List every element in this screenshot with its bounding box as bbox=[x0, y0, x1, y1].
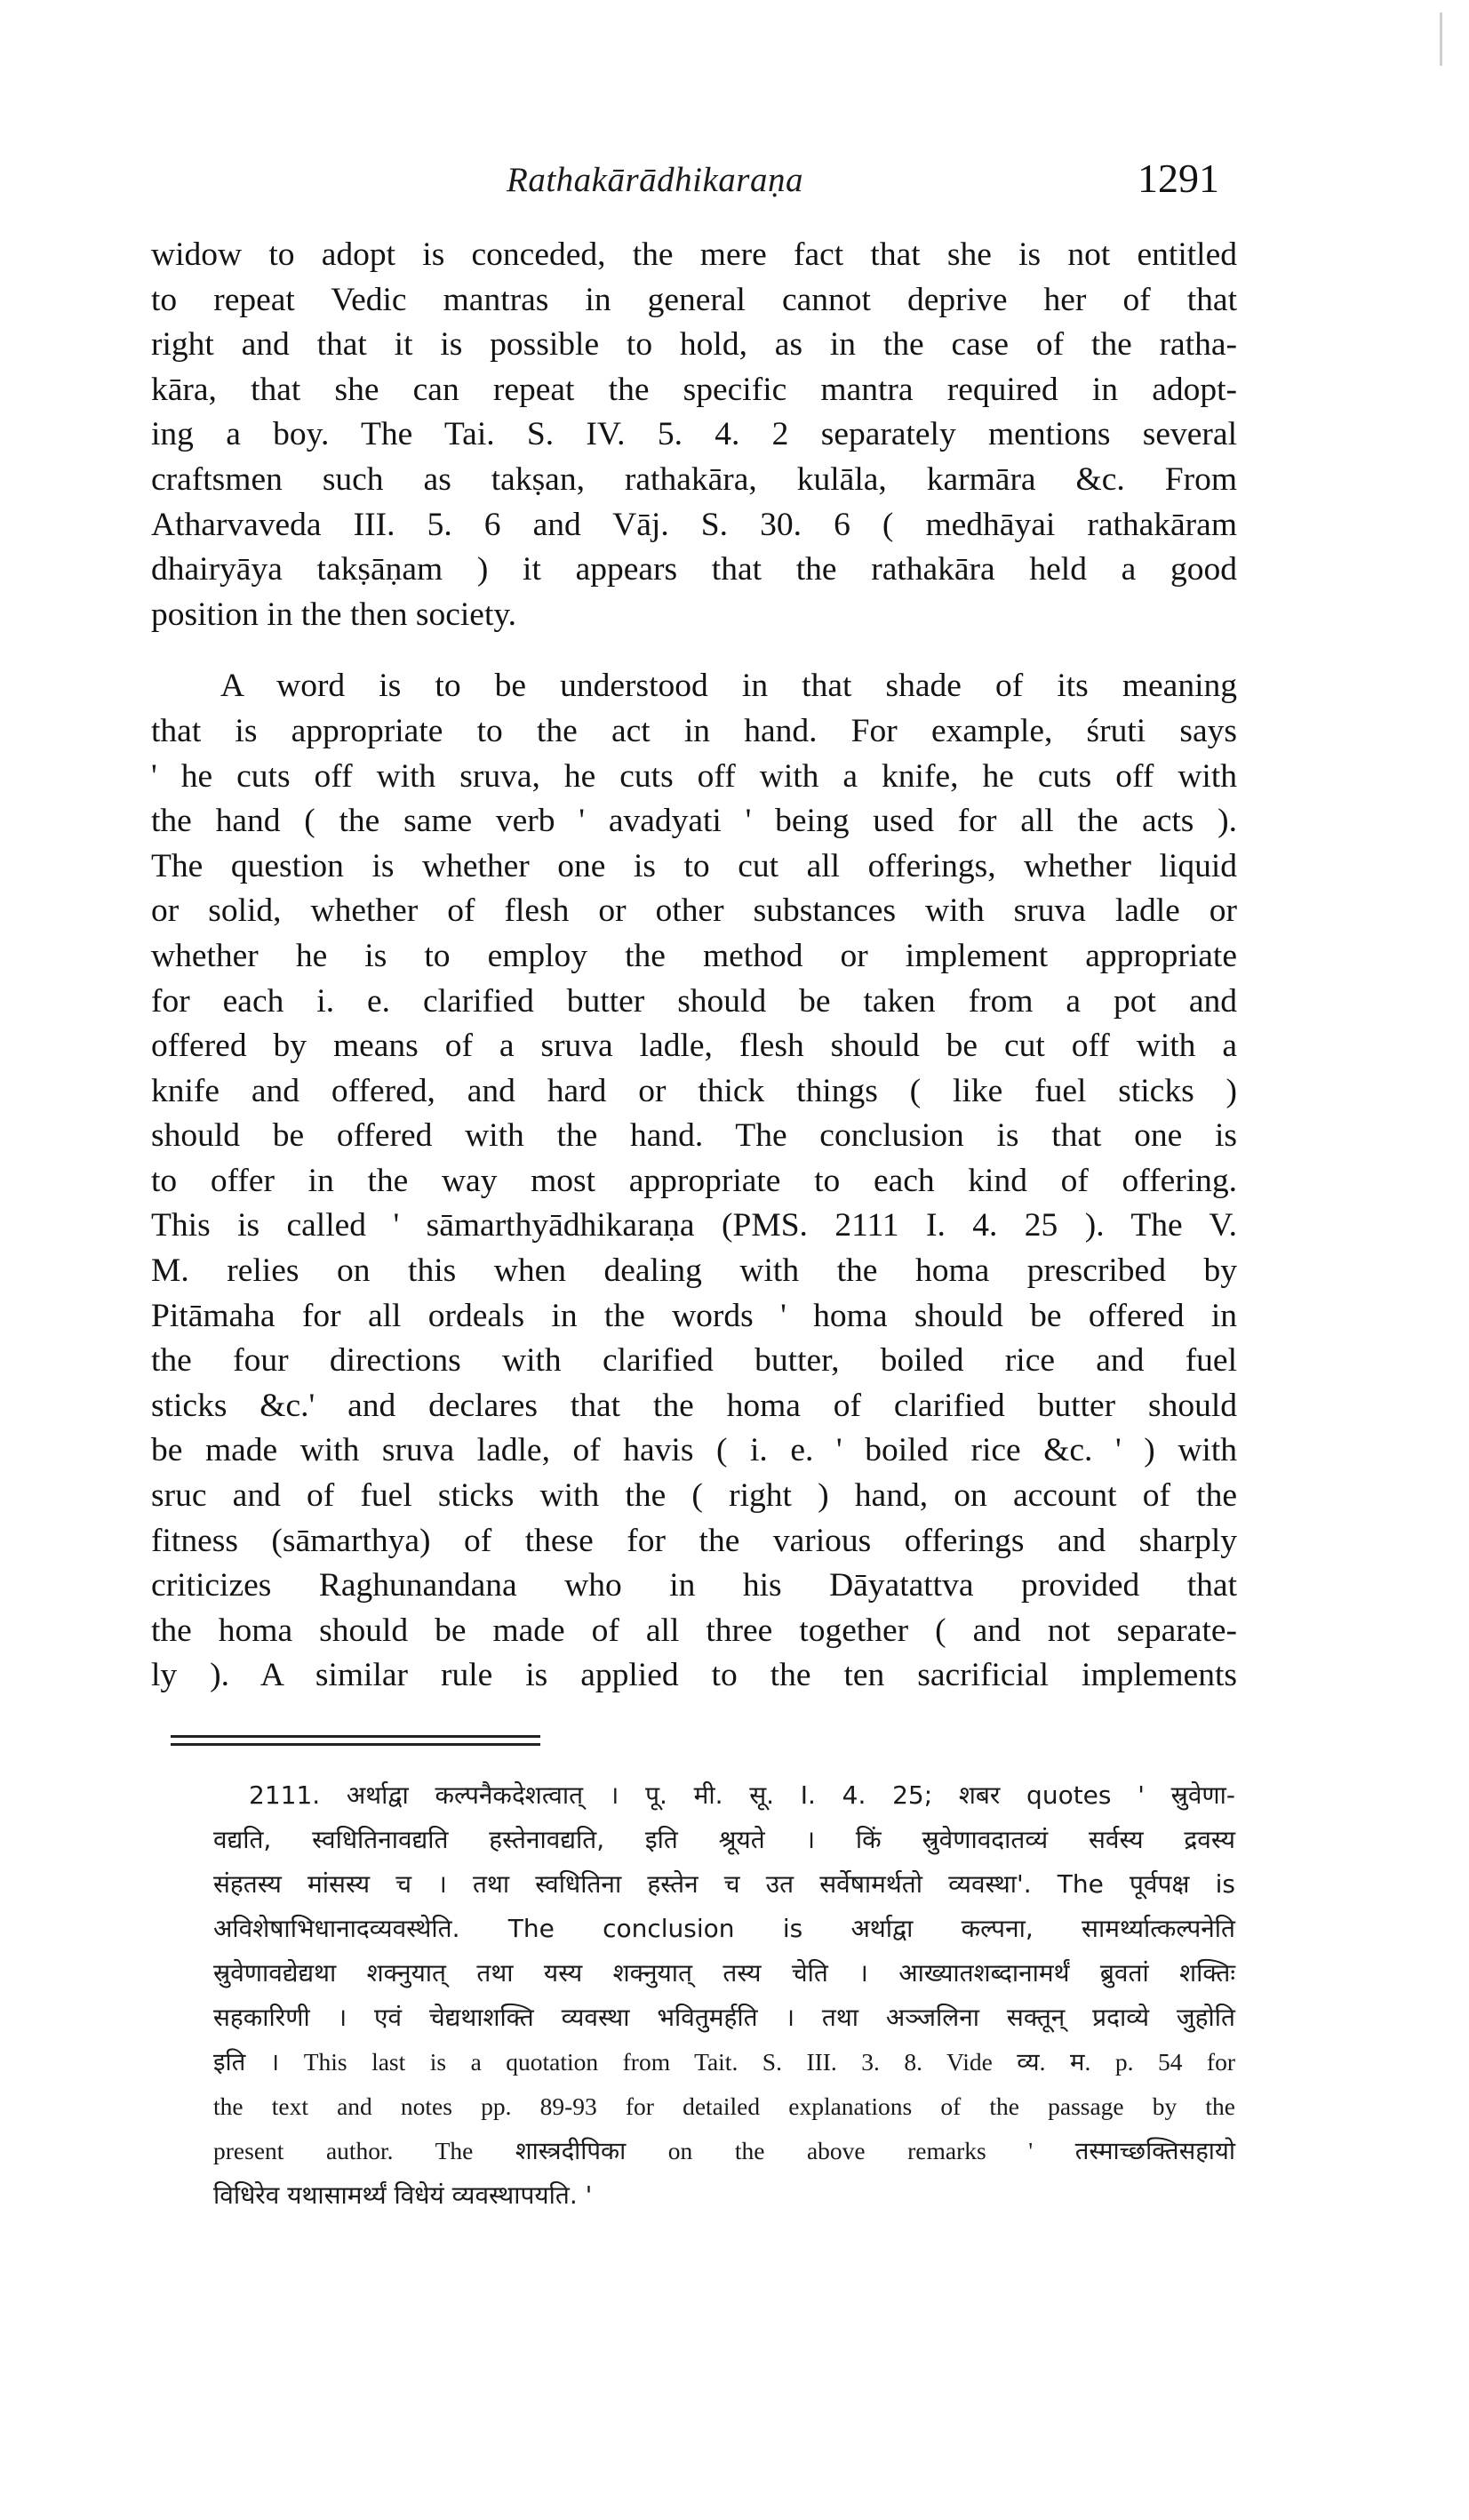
text-line: position in the then society. bbox=[151, 596, 517, 633]
text-line: be made with sruva ladle, of havis ( i. e. ' boiled rice &c. ' ) with bbox=[151, 1432, 1237, 1469]
footnote-2111 bbox=[213, 1773, 1235, 2218]
text-line: knife and offered, and hard or thick things ( like fuel sticks ) bbox=[151, 1072, 1237, 1109]
text-line: the four directions with clarified butter, boiled rice and fuel bbox=[151, 1342, 1237, 1380]
text-line: the hand ( the same verb ' avadyati ' being used for all the acts ). bbox=[151, 803, 1237, 840]
text-line: should be offered with the hand. The conclusion is that one is bbox=[151, 1117, 1237, 1155]
footnote-line: वद्यति, स्वधितिनावद्यति हस्तेनावद्यति, इति श्रूयते । किं स्रुवेणावदातव्यं सर्वस्य द्रवस्य bbox=[213, 1825, 1235, 1854]
paragraph-1 bbox=[151, 233, 1237, 637]
text-line: The question is whether one is to cut all offerings, whether liquid bbox=[151, 847, 1237, 884]
text-line: Pitāmaha for all ordeals in the words ' homa should be offered in bbox=[151, 1297, 1237, 1334]
text-line: or solid, whether of flesh or other substances with sruva ladle or bbox=[151, 892, 1237, 930]
footnote-line: present author. The शास्त्रदीपिका on the above remarks ' तस्माच्छक्तिसहायो bbox=[213, 2137, 1235, 2164]
text-line: ' he cuts off with sruva, he cuts off with a knife, he cuts off with bbox=[151, 757, 1237, 795]
running-title: Rathakārādhikaraṇa bbox=[507, 161, 803, 199]
text-line: criticizes Raghunandana who in his Dāyatattva provided that bbox=[151, 1567, 1237, 1604]
text-line: fitness (sāmarthya) of these for the various offerings and sharply bbox=[151, 1522, 1237, 1559]
text-line: M. relies on this when dealing with the homa prescribed by bbox=[151, 1252, 1237, 1290]
page-header bbox=[0, 151, 1469, 222]
text-line: widow to adopt is conceded, the mere fact that she is not entitled bbox=[151, 236, 1237, 273]
footnote-line: विधिरेव यथासामर्थ्यं विधेयं व्यवस्थापयति. ' bbox=[213, 2180, 593, 2210]
text-line: sticks &c.' and declares that the homa of clarified butter should bbox=[151, 1387, 1237, 1424]
footnote-line: संहतस्य मांसस्य च । तथा स्वधितिना हस्तेन च उत सर्वेषामर्थतो व्यवस्था'. The पूर्वपक्ष is bbox=[213, 1869, 1235, 1899]
text-line: to repeat Vedic mantras in general cannot deprive her of that bbox=[151, 281, 1237, 318]
text-line: kāra, that she can repeat the specific mantra required in adopt- bbox=[151, 371, 1237, 408]
page-number: 1291 bbox=[1138, 156, 1219, 201]
text-line: ing a boy. The Tai. S. IV. 5. 4. 2 separately mentions several bbox=[151, 416, 1237, 453]
text-line: A word is to be understood in that shade of its meaning bbox=[220, 668, 1237, 705]
scan-edge-mark bbox=[1440, 12, 1442, 66]
text-line: the homa should be made of all three together ( and not separate- bbox=[151, 1612, 1237, 1649]
footnote-line: इति । This last is a quotation from Tait. S. III. 3. 8. Vide व्य. म. p. 54 for bbox=[213, 2048, 1235, 2076]
footnote-rule-bottom bbox=[171, 1743, 540, 1746]
main-text bbox=[151, 233, 1237, 1699]
text-line: ly ). A similar rule is applied to the ten sacrificial implements bbox=[151, 1657, 1237, 1694]
footnote-line: अविशेषाभिधानादव्यवस्थेति. The conclusion is अर्थाद्वा कल्पना, सामर्थ्यात्कल्पनेति bbox=[213, 1914, 1235, 1943]
text-line: sruc and of fuel sticks with the ( right ) hand, on account of the bbox=[151, 1477, 1237, 1515]
footnote-line: 2111. अर्थाद्वा कल्पनैकदेशत्वात् । पू. मी. सू. I. 4. 25; शबर quotes ' स्रुवेणा- bbox=[249, 1780, 1235, 1810]
text-line: to offer in the way most appropriate to each kind of offering. bbox=[151, 1162, 1237, 1199]
footnote-rule-top bbox=[171, 1735, 540, 1738]
text-line: dhairyāya takṣāṇam ) it appears that the rathakāra held a good bbox=[151, 551, 1237, 588]
text-line: for each i. e. clarified butter should be taken from a pot and bbox=[151, 982, 1237, 1020]
text-line: Atharvaveda III. 5. 6 and Vāj. S. 30. 6 ( medhāyai rathakāram bbox=[151, 506, 1237, 543]
text-line: This is called ' sāmarthyādhikaraṇa (PMS. 2111 I. 4. 25 ). The V. bbox=[151, 1207, 1237, 1244]
footnote-line: स्रुवेणावद्येद्यथा शक्नुयात् तथा यस्य शक्नुयात् तस्य चेति । आख्यातशब्दानामर्थं ब्रुवतां शक्तिः bbox=[213, 1958, 1235, 1988]
text-line: that is appropriate to the act in hand. For example, śruti says bbox=[151, 712, 1237, 749]
footnote-line: सहकारिणी । एवं चेद्यथाशक्ति व्यवस्था भवितुमर्हति । तथा अञ्जलिना सक्तून् प्रदाव्ये जुहोति bbox=[213, 2003, 1235, 2032]
text-line: offered by means of a sruva ladle, flesh should be cut off with a bbox=[151, 1028, 1237, 1065]
text-line: craftsmen such as takṣan, rathakāra, kulāla, karmāra &c. From bbox=[151, 460, 1237, 498]
text-line: whether he is to employ the method or implement appropriate bbox=[151, 937, 1237, 974]
footnote-line: the text and notes pp. 89-93 for detailed explanations of the passage by the bbox=[213, 2092, 1235, 2120]
paragraph-2 bbox=[151, 664, 1237, 1699]
text-line: right and that it is possible to hold, as in the case of the ratha- bbox=[151, 326, 1237, 364]
